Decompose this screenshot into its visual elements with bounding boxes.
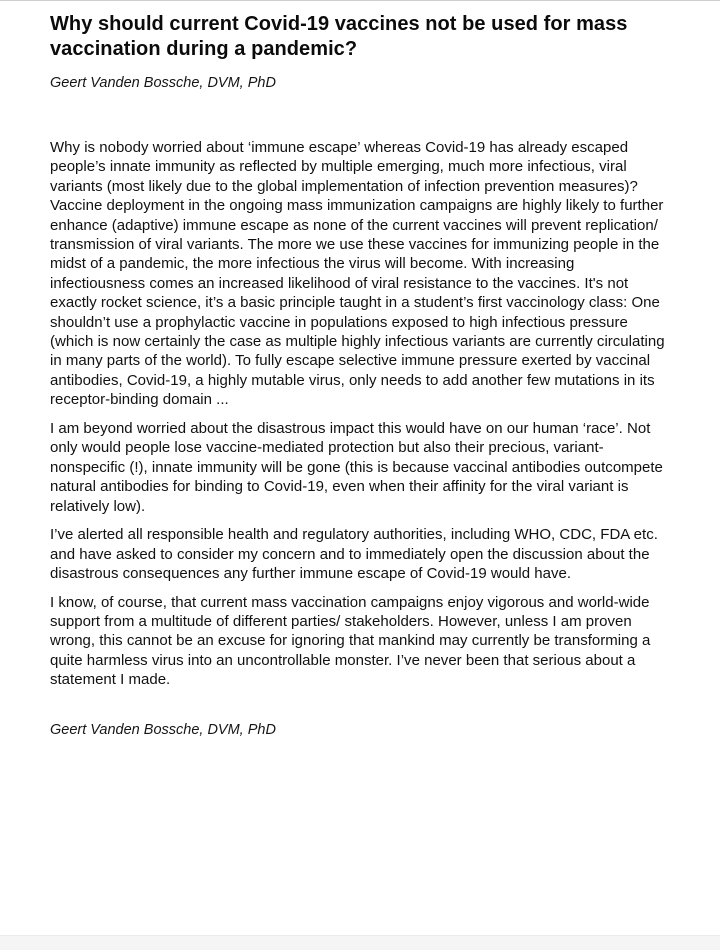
paragraph-mass-vaccination-support: I know, of course, that current mass vaccination campaigns enjoy vigorous and world-wide support from a multitude of different parties/ stakeholders. However, unless I am proven wrong, this cannot be an excuse for ignoring that mankind may currently be transforming a quite harmless virus into an uncontrollable monster. I’ve never been that serious about a statement I made. bbox=[50, 593, 651, 689]
document-body bbox=[50, 138, 668, 690]
page-bottom-edge bbox=[0, 935, 720, 950]
author-signature: Geert Vanden Bossche, DVM, PhD bbox=[50, 721, 276, 738]
paragraph-alerted-authorities: I’ve alerted all responsible health and regulatory authorities, including WHO, CDC, FDA etc. and have asked to consider my concern and to immediately open the discussion about the disastrous consequences any further immune escape of Covid-19 would have. bbox=[50, 526, 658, 582]
author-byline: Geert Vanden Bossche, DVM, PhD bbox=[50, 75, 276, 91]
paragraph-immune-escape: Why is nobody worried about ‘immune escape’ whereas Covid-19 has already escaped people’s innate immunity as reflected by multiple emerging, much more infectious, viral variants (most likely due to the global implementation of infection prevention measures)? Vaccine deployment in the ongoing mass immunization campaigns are highly likely to further enhance (adaptive) immune escape as none of the current vaccines will prevent replication/ transmission of viral variants. The more we use these vaccines for immunizing people in the midst of a pandemic, the more infectious the virus will become. With increasing infectiousness comes an increased likelihood of viral resistance to the vaccines. It's not exactly rocket science, it’s a basic principle taught in a student’s first vaccinology class: One shouldn’t use a prophylactic vaccine in populations exposed to high infectious pressure (which is now certainly the case as multiple highly infectious variants are currently circulating in many parts of the world). To fully escape selective immune pressure exerted by vaccinal antibodies, Covid-19, a highly mutable virus, only needs to add another few mutations in its receptor-binding domain ... bbox=[50, 139, 665, 409]
paragraph-disastrous-impact: I am beyond worried about the disastrous impact this would have on our human ‘race’. Not only would people lose vaccine-mediated protection but also their precious, variant-nonspecific (!), innate immunity will be gone (this is because vaccinal antibodies outcompete natural antibodies for binding to Covid-19, even when their affinity for the viral variant is relatively low). bbox=[50, 419, 663, 515]
document-title: Why should current Covid-19 vaccines not be used for mass vaccination during a pandemic? bbox=[50, 13, 628, 60]
